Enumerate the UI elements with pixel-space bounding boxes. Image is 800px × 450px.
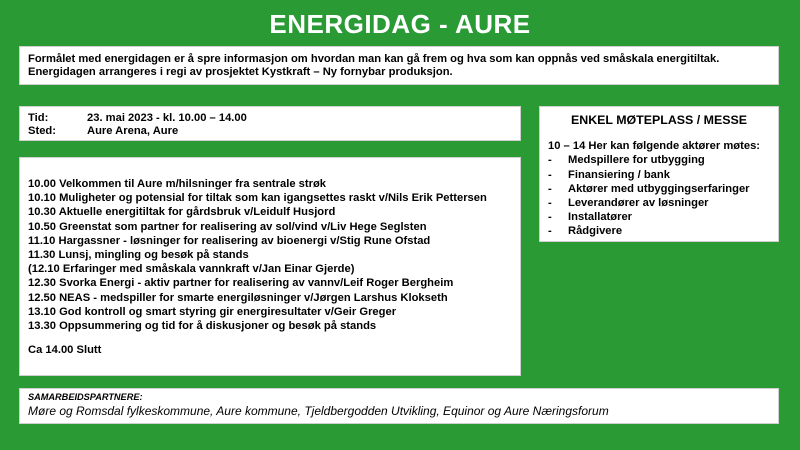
dash-bullet: - bbox=[548, 182, 552, 195]
list-item bbox=[548, 182, 770, 196]
time-value: 23. mai 2023 - kl. 10.00 – 14.00 bbox=[87, 112, 247, 124]
dash-bullet: - bbox=[548, 197, 552, 210]
meeting-title: ENKEL MØTEPLASS / MESSE bbox=[570, 113, 748, 127]
dash-bullet: - bbox=[548, 225, 552, 238]
event-info-box bbox=[19, 106, 521, 141]
time-label: Tid: bbox=[28, 112, 49, 124]
list-item bbox=[548, 210, 770, 224]
program-item: 13.10 God kontroll og smart styring gir energiresultater v/Geir Greger bbox=[28, 305, 397, 318]
program-item: 10.30 Aktuelle energitiltak for gårdsbruk v/Leidulf Husjord bbox=[28, 206, 336, 219]
program-item: 12.30 Svorka Energi - aktiv partner for realisering av vannv/Leif Roger Bergheim bbox=[28, 277, 454, 290]
list-item bbox=[548, 153, 770, 167]
meeting-intro: 10 – 14 Her kan følgende aktører møtes: bbox=[548, 140, 761, 153]
list-item bbox=[548, 224, 770, 238]
list-item-label: Finansiering / bank bbox=[568, 168, 670, 181]
list-item-label: Installatører bbox=[568, 211, 633, 224]
program-item: 10.50 Greenstat som partner for realisering av sol/vind v/Liv Hege Seglsten bbox=[28, 220, 427, 233]
meeting-box bbox=[539, 106, 779, 242]
place-row bbox=[28, 125, 512, 138]
list-item-label: Medspillere for utbygging bbox=[568, 154, 705, 167]
time-row bbox=[28, 112, 512, 125]
list-item bbox=[548, 196, 770, 210]
program-item: (12.10 Erfaringer med småskala vannkraft v/Jan Einar Gjerde) bbox=[28, 263, 355, 276]
list-item-label: Rådgivere bbox=[568, 225, 623, 238]
program-box bbox=[19, 157, 521, 376]
program-item: 11.10 Hargassner - løsninger for realisering av bioenergi v/Stig Rune Ofstad bbox=[28, 234, 431, 247]
spacer bbox=[28, 333, 512, 343]
dash-bullet: - bbox=[548, 168, 552, 181]
page-title: ENERGIDAG - AURE bbox=[269, 9, 531, 39]
list-item-label: Aktører med utbyggingserfaringer bbox=[568, 182, 750, 195]
place-value: Aure Arena, Aure bbox=[87, 125, 179, 137]
program-item: 13.30 Oppsummering og tid for å diskusjoner og besøk på stands bbox=[28, 320, 377, 333]
list-item bbox=[548, 168, 770, 182]
dash-bullet: - bbox=[548, 154, 552, 167]
dash-bullet: - bbox=[548, 211, 552, 224]
program-item: 10.10 Muligheter og potensial for tiltak som kan igangsettes raskt v/Nils Erik Pettersen bbox=[28, 192, 487, 205]
place-label: Sted: bbox=[28, 125, 56, 137]
program-item: 11.30 Lunsj, mingling og besøk på stands bbox=[28, 249, 249, 262]
program-item: 10.00 Velkommen til Aure m/hilsninger fra sentrale strøk bbox=[28, 178, 327, 190]
intro-line: Energidagen arrangeres i regi av prosjektet Kystkraft – Ny fornybar produksjon. bbox=[28, 66, 453, 78]
intro-line: Formålet med energidagen er å spre informasjon om hvordan man kan gå frem og hva som kan oppnås ved småskala energitiltak. bbox=[28, 53, 720, 65]
partners-title: SAMARBEIDSPARTNERE: bbox=[28, 392, 143, 402]
partners-text: Møre og Romsdal fylkeskommune, Aure kommune, Tjeldbergodden Utvikling, Equinor og Aure Næringsforum bbox=[28, 404, 609, 418]
intro-box bbox=[19, 46, 779, 85]
program-end: Ca 14.00 Slutt bbox=[28, 344, 102, 357]
program-item: 12.50 NEAS - medspiller for smarte energiløsninger v/Jørgen Larshus Klokseth bbox=[28, 291, 448, 304]
partners-box bbox=[19, 388, 779, 424]
list-item-label: Leverandører av løsninger bbox=[568, 197, 709, 210]
